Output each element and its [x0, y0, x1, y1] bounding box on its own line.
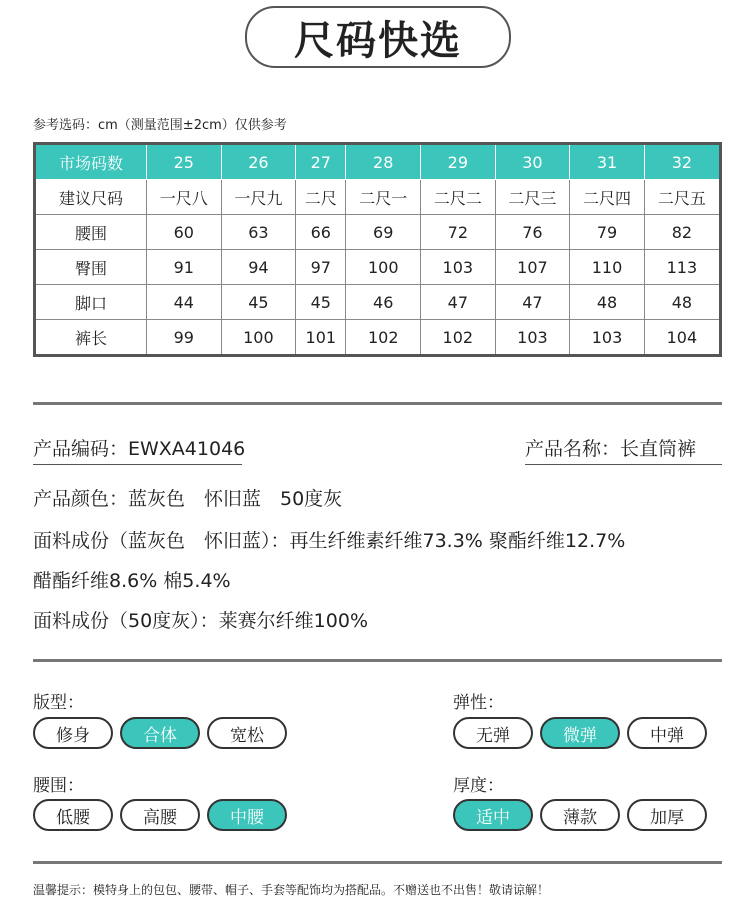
- elasticity-option[interactable]: 中弹: [627, 717, 707, 749]
- table-cell: 100: [221, 320, 296, 356]
- waist-option[interactable]: 中腰: [207, 799, 287, 831]
- table-cell: 103: [421, 250, 496, 285]
- table-row: [35, 250, 721, 285]
- fit-label: 版型：: [33, 693, 84, 713]
- elasticity-option[interactable]: 无弹: [453, 717, 533, 749]
- thickness-label: 厚度：: [453, 776, 504, 796]
- table-cell: 28: [346, 144, 421, 180]
- product-code-underline: [33, 464, 242, 465]
- table-cell: 一尺八: [147, 180, 222, 215]
- table-cell: 46: [346, 285, 421, 320]
- table-cell: 26: [221, 144, 296, 180]
- table-cell: 110: [570, 250, 645, 285]
- footer-note: 温馨提示：模特身上的包包、腰带、帽子、手套等配饰均为搭配品。不赠送也不出售！敬请谅解！: [33, 883, 550, 897]
- table-cell: 25: [147, 144, 222, 180]
- table-cell: 48: [570, 285, 645, 320]
- waist-label: 腰围：: [33, 776, 84, 796]
- elasticity-label: 弹性：: [453, 693, 504, 713]
- table-cell: 60: [147, 215, 222, 250]
- table-cell: 100: [346, 250, 421, 285]
- thickness-option[interactable]: 适中: [453, 799, 533, 831]
- table-cell: 47: [421, 285, 496, 320]
- table-cell: 69: [346, 215, 421, 250]
- title-banner: [245, 6, 511, 68]
- row-label: 脚口: [35, 285, 147, 320]
- row-label: 臀围: [35, 250, 147, 285]
- table-cell: 101: [296, 320, 346, 356]
- table-cell: 107: [495, 250, 570, 285]
- product-colors: 产品颜色：蓝灰色 怀旧蓝 50度灰: [33, 488, 343, 510]
- table-cell: 76: [495, 215, 570, 250]
- table-cell: 102: [421, 320, 496, 356]
- product-code: 产品编码：EWXA41046: [33, 438, 246, 460]
- table-cell: 91: [147, 250, 222, 285]
- table-header-row: [35, 144, 721, 180]
- row-label: 建议尺码: [35, 180, 147, 215]
- thickness-option[interactable]: 加厚: [627, 799, 707, 831]
- table-cell: 103: [570, 320, 645, 356]
- table-cell: 102: [346, 320, 421, 356]
- waist-option[interactable]: 低腰: [33, 799, 113, 831]
- product-name: 产品名称：长直筒裤: [525, 438, 697, 460]
- table-cell: 31: [570, 144, 645, 180]
- elasticity-option[interactable]: 微弹: [540, 717, 620, 749]
- table-cell: 72: [421, 215, 496, 250]
- table-row: [35, 215, 721, 250]
- table-cell: 二尺一: [346, 180, 421, 215]
- table-cell: 二尺三: [495, 180, 570, 215]
- table-cell: 66: [296, 215, 346, 250]
- table-cell: 二尺四: [570, 180, 645, 215]
- table-cell: 32: [644, 144, 720, 180]
- table-cell: 29: [421, 144, 496, 180]
- fabric-composition-1: 面料成份（蓝灰色 怀旧蓝）：再生纤维素纤维73.3% 聚酯纤维12.7%: [33, 530, 626, 552]
- divider: [33, 861, 722, 864]
- table-cell: 二尺: [296, 180, 346, 215]
- fit-option[interactable]: 合体: [120, 717, 200, 749]
- table-cell: 48: [644, 285, 720, 320]
- table-cell: 97: [296, 250, 346, 285]
- waist-option[interactable]: 高腰: [120, 799, 200, 831]
- fabric-composition-1-cont: 醋酯纤维8.6% 棉5.4%: [33, 570, 231, 592]
- page-title: 尺码快选: [294, 17, 462, 64]
- fit-option[interactable]: 修身: [33, 717, 113, 749]
- row-label: 市场码数: [35, 144, 147, 180]
- table-cell: 79: [570, 215, 645, 250]
- table-cell: 44: [147, 285, 222, 320]
- table-cell: 104: [644, 320, 720, 356]
- table-row: [35, 285, 721, 320]
- table-cell: 113: [644, 250, 720, 285]
- table-cell: 47: [495, 285, 570, 320]
- table-cell: 45: [221, 285, 296, 320]
- fit-option[interactable]: 宽松: [207, 717, 287, 749]
- reference-note: 参考选码：cm（测量范围±2cm）仅供参考: [33, 118, 287, 133]
- table-cell: 30: [495, 144, 570, 180]
- table-cell: 一尺九: [221, 180, 296, 215]
- table-cell: 27: [296, 144, 346, 180]
- table-row: [35, 320, 721, 356]
- row-label: 裤长: [35, 320, 147, 356]
- table-cell: 94: [221, 250, 296, 285]
- row-label: 腰围: [35, 215, 147, 250]
- thickness-option[interactable]: 薄款: [540, 799, 620, 831]
- size-table: [33, 142, 722, 357]
- table-cell: 45: [296, 285, 346, 320]
- table-cell: 二尺五: [644, 180, 720, 215]
- table-row: [35, 180, 721, 215]
- product-name-underline: [525, 464, 722, 465]
- table-cell: 63: [221, 215, 296, 250]
- divider: [33, 402, 722, 405]
- table-cell: 103: [495, 320, 570, 356]
- divider: [33, 659, 722, 662]
- table-cell: 二尺二: [421, 180, 496, 215]
- table-cell: 82: [644, 215, 720, 250]
- fabric-composition-2: 面料成份（50度灰）：莱赛尔纤维100%: [33, 610, 368, 632]
- table-cell: 99: [147, 320, 222, 356]
